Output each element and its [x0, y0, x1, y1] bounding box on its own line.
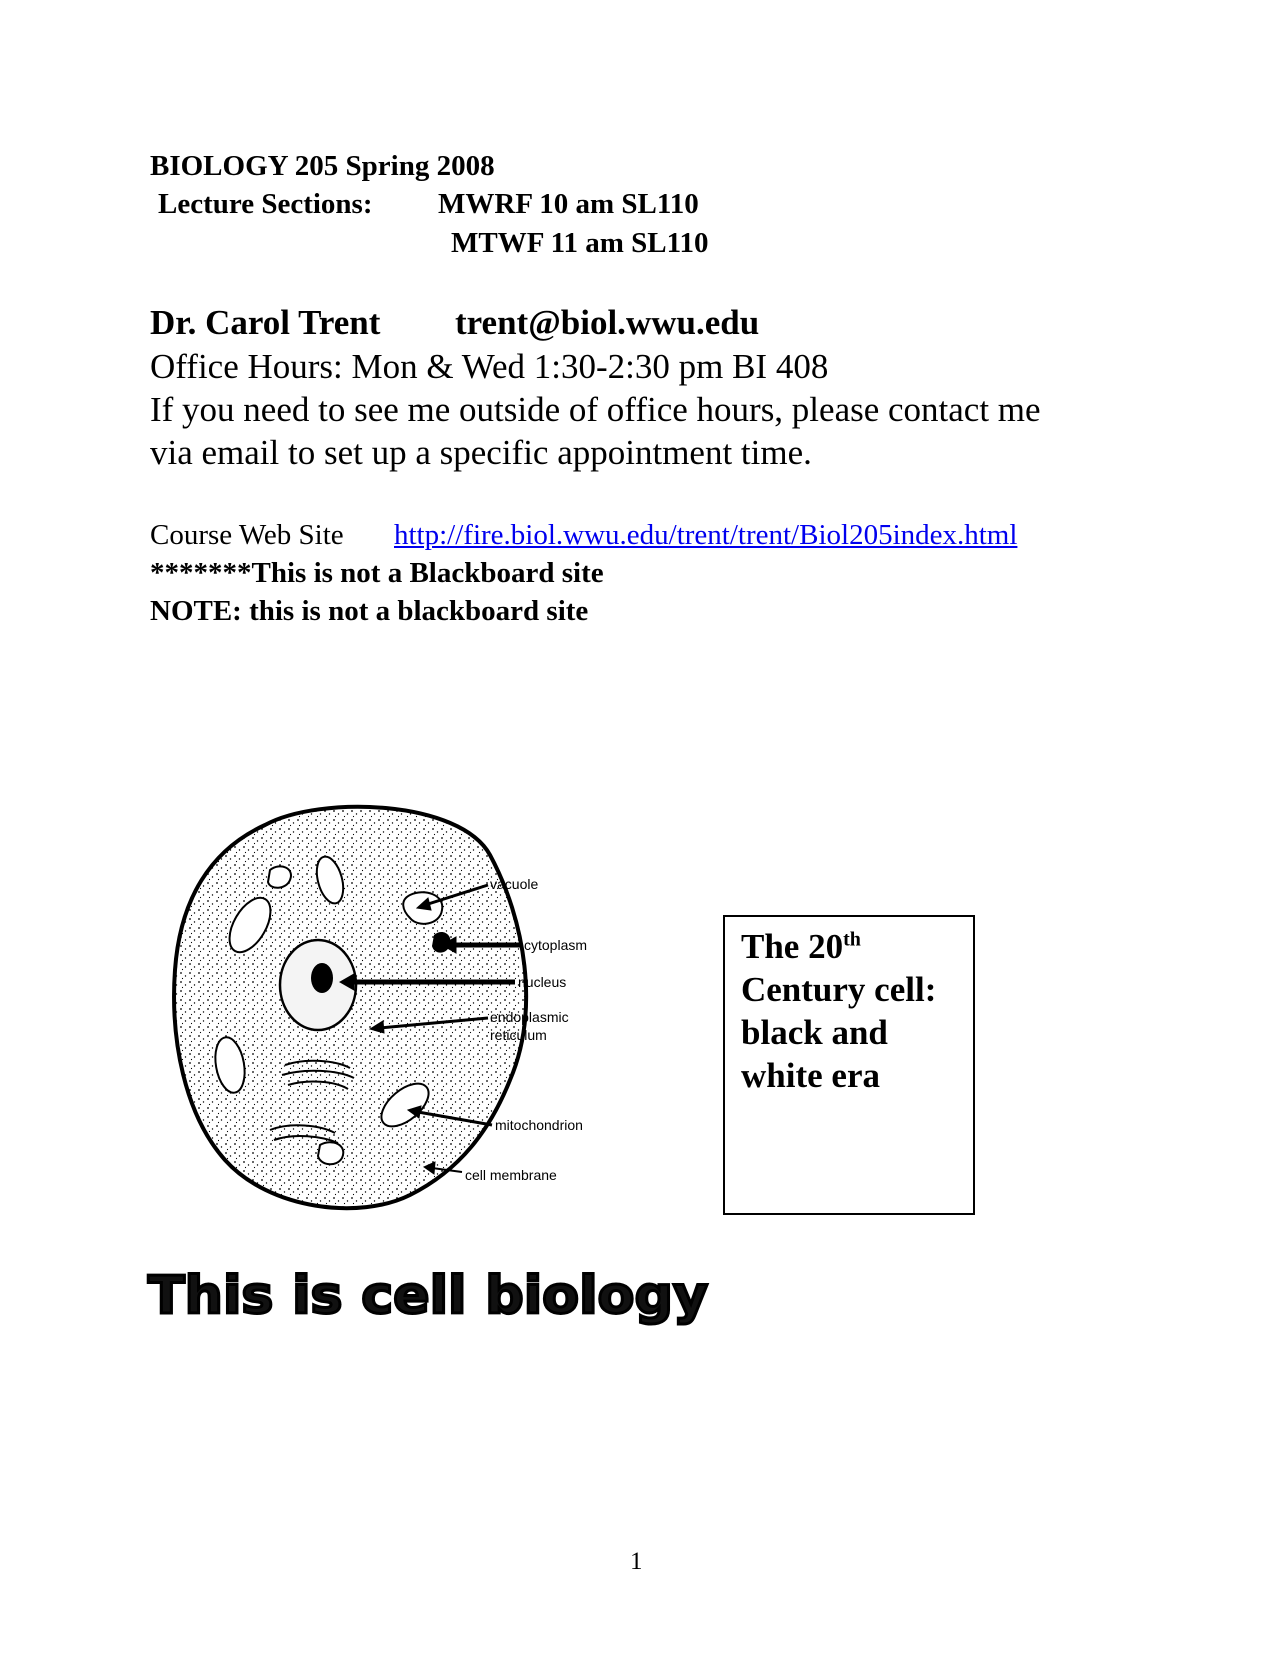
lecture-sections-label: Lecture Sections:	[158, 188, 373, 220]
label-mitochondrion: mitochondrion	[495, 1117, 583, 1133]
caption-line-4: white era	[741, 1056, 880, 1095]
lecture-section-1: MWRF 10 am SL110	[438, 188, 699, 220]
slogan-graphic	[140, 1258, 720, 1338]
lecture-section-2: MTWF 11 am SL110	[451, 227, 709, 259]
page-number: 1	[630, 1548, 643, 1575]
appointment-note-line-2: via email to set up a specific appointment time.	[150, 433, 812, 472]
label-er-line-2: reticulum	[490, 1027, 547, 1043]
vacuole-shape-3	[318, 1142, 343, 1164]
course-web-site-link[interactable]: http://fire.biol.wwu.edu/trent/trent/Biol205index.html	[394, 519, 1018, 551]
cell-diagram	[170, 800, 640, 1230]
blackboard-warning-2: NOTE: this is not a blackboard site	[150, 595, 589, 627]
label-vacuole: vacuole	[490, 876, 539, 892]
slogan-text: This is cell biology	[148, 1266, 708, 1326]
office-hours: Office Hours: Mon & Wed 1:30-2:30 pm BI 408	[150, 347, 829, 386]
caption-box	[723, 915, 975, 1215]
label-nucleus: nucleus	[518, 974, 567, 990]
blackboard-warning-1: *******This is not a Blackboard site	[150, 557, 604, 589]
caption-line-2: Century cell:	[741, 970, 937, 1009]
label-cytoplasm: cytoplasm	[524, 937, 588, 953]
instructor-name: Dr. Carol Trent	[150, 303, 381, 342]
nucleolus-shape	[311, 963, 333, 993]
course-title: BIOLOGY 205 Spring 2008	[150, 150, 495, 182]
caption-line-1: The 20th	[741, 927, 861, 966]
instructor-email: trent@biol.wwu.edu	[455, 303, 760, 342]
label-cell-membrane: cell membrane	[465, 1167, 557, 1183]
label-er-line-1: endoplasmic	[490, 1009, 569, 1025]
vacuole-shape-2	[268, 866, 291, 887]
appointment-note-line-1: If you need to see me outside of office hours, please contact me	[150, 390, 1041, 429]
course-web-site-label: Course Web Site	[150, 519, 344, 551]
caption-superscript: th	[843, 928, 861, 951]
caption-line-3: black and	[741, 1013, 888, 1052]
